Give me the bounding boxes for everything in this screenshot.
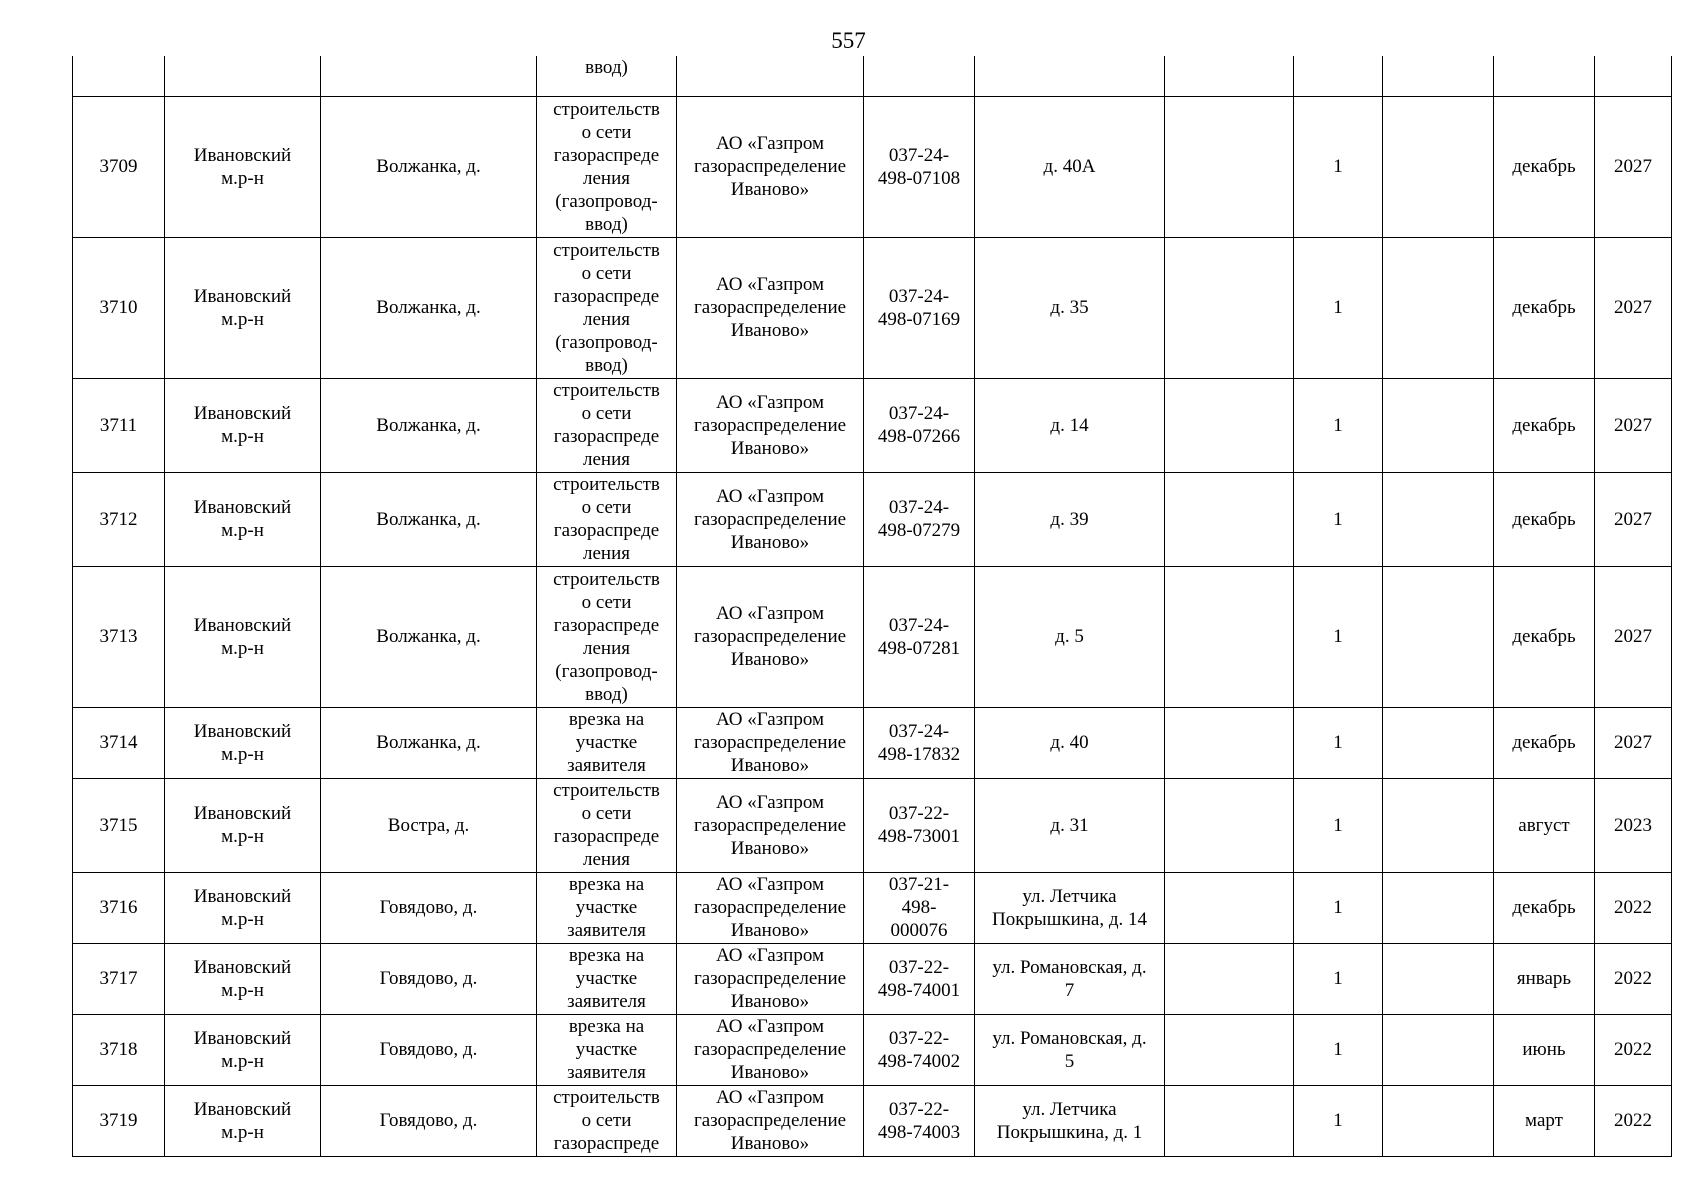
cell-text: Вострa, д.	[387, 814, 470, 836]
cell-qty	[1294, 237, 1383, 378]
cell-code	[864, 96, 975, 237]
cell-text: строительств о сети газораспреде ления (газопровод- ввод)	[553, 239, 660, 376]
cell-num	[73, 566, 165, 707]
cell-text: 1	[1333, 297, 1343, 318]
cell-empty-1	[1165, 1014, 1294, 1085]
cell-empty-1	[1165, 96, 1294, 237]
cell-empty-1	[1165, 943, 1294, 1014]
cell-address	[975, 56, 1165, 96]
cell-empty-1	[1165, 566, 1294, 707]
cell-code	[864, 472, 975, 566]
cell-text: врезка на участке заявителя	[567, 874, 646, 941]
cell-work-type	[537, 1014, 677, 1085]
cell-year	[1595, 566, 1672, 707]
cell-text: Ивановский м.р-н	[193, 285, 292, 330]
cell-org	[677, 378, 864, 472]
cell-num	[73, 472, 165, 566]
cell-text: 037-24- 498-07108	[877, 144, 961, 189]
cell-text: АО «Газпром газораспределение Иваново»	[693, 603, 847, 670]
cell-text: ул. Летчика Покрышкина, д. 14	[991, 885, 1147, 930]
cell-qty	[1294, 707, 1383, 778]
cell-text: 037-24- 498-07169	[877, 285, 961, 330]
cell-work-type	[537, 237, 677, 378]
cell-empty-2	[1383, 1085, 1494, 1156]
cell-text: д. 5	[1055, 626, 1084, 647]
cell-month	[1494, 1014, 1595, 1085]
cell-text: 037-22- 498-73001	[877, 803, 961, 847]
cell-district	[165, 472, 321, 566]
cell-text: декабрь	[1512, 156, 1576, 177]
cell-text: Ивановский м.р-н	[193, 885, 292, 930]
table-row	[73, 237, 1672, 378]
cell-text: 1	[1333, 968, 1343, 989]
cell-year	[1595, 56, 1672, 96]
cell-qty	[1294, 96, 1383, 237]
cell-text: д. 39	[1050, 508, 1089, 530]
cell-year	[1595, 472, 1672, 566]
cell-text: 2027	[1614, 626, 1652, 647]
cell-text: Ивановский м.р-н	[193, 956, 292, 1001]
cell-work-type	[537, 472, 677, 566]
cell-text: 1	[1333, 414, 1343, 436]
cell-qty	[1294, 872, 1383, 943]
cell-text: июнь	[1522, 1039, 1566, 1060]
cell-text: 3710	[99, 297, 138, 318]
cell-text: 2027	[1614, 508, 1652, 530]
cell-num	[73, 872, 165, 943]
cell-text: Говядово, д.	[379, 1039, 478, 1060]
cell-text: 1	[1333, 1110, 1343, 1131]
cell-text: строительств о сети газораспреде ления (газопровод- ввод)	[553, 568, 660, 705]
cell-qty	[1294, 378, 1383, 472]
cell-text: 037-24- 498-07279	[877, 497, 961, 541]
cell-district	[165, 237, 321, 378]
cell-text: Волжанка, д.	[376, 626, 481, 647]
cell-org	[677, 56, 864, 96]
cell-text: Ивановский м.р-н	[193, 1027, 292, 1072]
cell-work-type	[537, 1085, 677, 1156]
cell-code	[864, 1085, 975, 1156]
cell-settlement	[321, 237, 537, 378]
cell-text: ул. Летчика Покрышкина, д. 1	[996, 1098, 1143, 1143]
table-row	[73, 707, 1672, 778]
cell-text: 3711	[99, 414, 138, 436]
cell-district	[165, 378, 321, 472]
cell-text: 3714	[99, 732, 138, 753]
cell-address	[975, 237, 1165, 378]
cell-district	[165, 872, 321, 943]
cell-empty-2	[1383, 237, 1494, 378]
cell-num	[73, 707, 165, 778]
cell-text: д. 31	[1050, 814, 1089, 836]
cell-text: 2022	[1614, 968, 1652, 989]
cell-address	[975, 472, 1165, 566]
cell-month	[1494, 778, 1595, 872]
cell-text: врезка на участке заявителя	[567, 1016, 646, 1083]
cell-text: 2027	[1614, 297, 1652, 318]
cell-address	[975, 707, 1165, 778]
cell-qty	[1294, 943, 1383, 1014]
cell-work-type	[537, 378, 677, 472]
cell-work-type	[537, 56, 677, 96]
cell-district	[165, 1085, 321, 1156]
cell-settlement	[321, 566, 537, 707]
cell-text: 1	[1333, 508, 1343, 530]
table-row	[73, 566, 1672, 707]
cell-text: д. 14	[1050, 414, 1089, 436]
cell-org	[677, 872, 864, 943]
cell-text: Ивановский м.р-н	[193, 803, 292, 847]
cell-year	[1595, 1085, 1672, 1156]
cell-empty-1	[1165, 707, 1294, 778]
cell-num	[73, 1014, 165, 1085]
cell-text: строительств о сети газораспреде ления	[553, 474, 660, 564]
cell-address	[975, 378, 1165, 472]
cell-settlement	[321, 778, 537, 872]
cell-org	[677, 566, 864, 707]
table-row	[73, 472, 1672, 566]
cell-empty-2	[1383, 472, 1494, 566]
cell-year	[1595, 778, 1672, 872]
cell-text: 1	[1333, 626, 1343, 647]
table-row	[73, 943, 1672, 1014]
cell-month	[1494, 943, 1595, 1014]
cell-month	[1494, 96, 1595, 237]
cell-text: АО «Газпром газораспределение Иваново»	[693, 391, 847, 459]
cell-text: ул. Романовская, д. 7	[992, 956, 1147, 1001]
cell-empty-2	[1383, 56, 1494, 96]
cell-year	[1595, 96, 1672, 237]
cell-text: Говядово, д.	[379, 968, 478, 989]
cell-text: 037-24- 498-07266	[877, 403, 961, 447]
cell-address	[975, 96, 1165, 237]
cell-text: д. 40А	[1043, 156, 1096, 177]
cell-empty-2	[1383, 96, 1494, 237]
cell-text: Волжанка, д.	[376, 414, 481, 436]
cell-text: АО «Газпром газораспределение Иваново»	[693, 874, 847, 941]
cell-work-type	[537, 96, 677, 237]
cell-text: 3709	[99, 156, 138, 177]
cell-text: 3716	[99, 897, 138, 918]
cell-num	[73, 237, 165, 378]
cell-settlement	[321, 1014, 537, 1085]
cell-month	[1494, 566, 1595, 707]
table-row	[73, 872, 1672, 943]
cell-year	[1595, 707, 1672, 778]
cell-num	[73, 1085, 165, 1156]
cell-num	[73, 378, 165, 472]
cell-empty-1	[1165, 1085, 1294, 1156]
cell-address	[975, 943, 1165, 1014]
cell-code	[864, 566, 975, 707]
cell-text: АО «Газпром газораспределение Иваново»	[693, 945, 847, 1012]
cell-settlement	[321, 56, 537, 96]
cell-qty	[1294, 56, 1383, 96]
cell-text: Ивановский м.р-н	[193, 144, 292, 189]
cell-month	[1494, 56, 1595, 96]
cell-text: д. 35	[1050, 297, 1089, 318]
cell-address	[975, 1085, 1165, 1156]
cell-empty-2	[1383, 1014, 1494, 1085]
cell-work-type	[537, 707, 677, 778]
cell-address	[975, 872, 1165, 943]
cell-district	[165, 707, 321, 778]
cell-text: Ивановский м.р-н	[193, 1098, 292, 1143]
cell-empty-2	[1383, 378, 1494, 472]
cell-text: АО «Газпром газораспределение Иваново»	[693, 709, 847, 776]
cell-work-type	[537, 566, 677, 707]
cell-code	[864, 872, 975, 943]
cell-month	[1494, 237, 1595, 378]
cell-org	[677, 943, 864, 1014]
cell-text: 1	[1333, 732, 1343, 753]
cell-text: декабрь	[1512, 897, 1576, 918]
gasification-registry-table	[72, 56, 1672, 1157]
cell-month	[1494, 472, 1595, 566]
page-number: 557	[831, 28, 866, 53]
cell-text: 037-24- 498-07281	[877, 614, 961, 659]
cell-text: 1	[1333, 897, 1343, 918]
cell-text: 2027	[1614, 156, 1652, 177]
cell-empty-2	[1383, 566, 1494, 707]
cell-text: строительств о сети газораспреде ления (газопровод- ввод)	[553, 98, 660, 235]
cell-code	[864, 237, 975, 378]
cell-settlement	[321, 707, 537, 778]
cell-qty	[1294, 778, 1383, 872]
cell-settlement	[321, 472, 537, 566]
cell-month	[1494, 707, 1595, 778]
cell-text: АО «Газпром газораспределение Иваново»	[693, 485, 847, 553]
cell-year	[1595, 943, 1672, 1014]
cell-text: врезка на участке заявителя	[567, 709, 646, 776]
cell-text: Ивановский м.р-н	[193, 720, 292, 765]
cell-org	[677, 1085, 864, 1156]
cell-text: декабрь	[1512, 414, 1576, 436]
cell-org	[677, 778, 864, 872]
cell-text: 037-22- 498-74001	[877, 956, 961, 1001]
cell-text: 1	[1333, 1039, 1343, 1060]
cell-text: ввод)	[585, 57, 628, 78]
cell-code	[864, 707, 975, 778]
cell-text: 037-21- 498- 000076	[888, 874, 950, 941]
cell-text: Ивановский м.р-н	[193, 614, 292, 659]
table-body	[73, 56, 1672, 1156]
cell-year	[1595, 237, 1672, 378]
cell-settlement	[321, 96, 537, 237]
cell-text: Говядово, д.	[379, 1110, 478, 1131]
cell-text: 2023	[1614, 814, 1652, 836]
cell-org	[677, 707, 864, 778]
table-row	[73, 96, 1672, 237]
cell-text: АО «Газпром газораспределение Иваново»	[693, 274, 847, 341]
cell-text: 1	[1333, 156, 1343, 177]
cell-text: Волжанка, д.	[376, 732, 481, 753]
table-row	[73, 378, 1672, 472]
cell-month	[1494, 378, 1595, 472]
cell-text: Волжанка, д.	[376, 297, 481, 318]
cell-empty-1	[1165, 378, 1294, 472]
cell-text: строительств о сети газораспреде ления	[553, 780, 660, 870]
cell-text: АО «Газпром газораспределение Иваново»	[693, 1087, 847, 1154]
cell-text: 1	[1333, 814, 1343, 836]
cell-text: декабрь	[1512, 626, 1576, 647]
cell-empty-2	[1383, 943, 1494, 1014]
cell-code	[864, 943, 975, 1014]
cell-year	[1595, 872, 1672, 943]
cell-district	[165, 566, 321, 707]
cell-text: 3712	[99, 508, 138, 530]
cell-text: декабрь	[1512, 508, 1576, 530]
table-row	[73, 1085, 1672, 1156]
cell-district	[165, 778, 321, 872]
cell-org	[677, 472, 864, 566]
cell-year	[1595, 378, 1672, 472]
cell-text: строительств о сети газораспреде ления	[553, 380, 660, 470]
cell-code	[864, 778, 975, 872]
cell-text: ул. Романовская, д. 5	[992, 1027, 1147, 1072]
cell-district	[165, 96, 321, 237]
cell-text: 037-22- 498-74003	[877, 1098, 961, 1143]
cell-text: 037-24- 498-17832	[877, 720, 961, 765]
cell-settlement	[321, 872, 537, 943]
cell-empty-1	[1165, 472, 1294, 566]
cell-text: АО «Газпром газораспределение Иваново»	[693, 133, 847, 200]
cell-org	[677, 96, 864, 237]
cell-text: март	[1525, 1110, 1563, 1131]
cell-text: строительств о сети газораспреде	[553, 1087, 660, 1154]
cell-code	[864, 378, 975, 472]
cell-text: АО «Газпром газораспределение Иваново»	[693, 1016, 847, 1083]
cell-code	[864, 1014, 975, 1085]
cell-address	[975, 1014, 1165, 1085]
cell-num	[73, 778, 165, 872]
cell-num	[73, 943, 165, 1014]
cell-empty-2	[1383, 872, 1494, 943]
cell-empty-1	[1165, 872, 1294, 943]
cell-text: Ивановский м.р-н	[193, 497, 292, 541]
cell-qty	[1294, 472, 1383, 566]
cell-district	[165, 56, 321, 96]
cell-district	[165, 943, 321, 1014]
cell-work-type	[537, 943, 677, 1014]
cell-text: 2027	[1614, 732, 1652, 753]
cell-text: 2022	[1614, 1110, 1652, 1131]
cell-month	[1494, 872, 1595, 943]
cell-text: д. 40	[1050, 732, 1089, 753]
cell-num	[73, 96, 165, 237]
cell-text: Говядово, д.	[379, 897, 478, 918]
cell-code	[864, 56, 975, 96]
cell-address	[975, 778, 1165, 872]
table-row-continuation	[73, 56, 1672, 96]
cell-text: 3718	[99, 1039, 138, 1060]
cell-text: 037-22- 498-74002	[877, 1027, 961, 1072]
cell-text: декабрь	[1512, 297, 1576, 318]
cell-text: Волжанка, д.	[376, 508, 481, 530]
cell-org	[677, 1014, 864, 1085]
cell-month	[1494, 1085, 1595, 1156]
cell-text: 3713	[99, 626, 138, 647]
cell-text: 2027	[1614, 414, 1652, 436]
cell-qty	[1294, 566, 1383, 707]
cell-qty	[1294, 1014, 1383, 1085]
cell-district	[165, 1014, 321, 1085]
cell-text: 2022	[1614, 897, 1652, 918]
cell-empty-1	[1165, 778, 1294, 872]
cell-text: 3715	[99, 814, 138, 836]
cell-text: Волжанка, д.	[376, 156, 481, 177]
cell-settlement	[321, 378, 537, 472]
cell-empty-2	[1383, 707, 1494, 778]
cell-text: 3717	[99, 968, 138, 989]
cell-text: Ивановский м.р-н	[193, 403, 292, 447]
cell-num	[73, 56, 165, 96]
table-row	[73, 778, 1672, 872]
cell-empty-1	[1165, 237, 1294, 378]
cell-year	[1595, 1014, 1672, 1085]
cell-empty-1	[1165, 56, 1294, 96]
cell-empty-2	[1383, 778, 1494, 872]
cell-settlement	[321, 943, 537, 1014]
cell-settlement	[321, 1085, 537, 1156]
cell-text: январь	[1516, 968, 1572, 989]
cell-text: 3719	[99, 1110, 138, 1131]
cell-text: 2022	[1614, 1039, 1652, 1060]
cell-address	[975, 566, 1165, 707]
cell-org	[677, 237, 864, 378]
cell-qty	[1294, 1085, 1383, 1156]
table-row	[73, 1014, 1672, 1085]
cell-text: декабрь	[1512, 732, 1576, 753]
cell-text: август	[1518, 814, 1570, 836]
cell-work-type	[537, 872, 677, 943]
cell-text: врезка на участке заявителя	[567, 945, 646, 1012]
cell-work-type	[537, 778, 677, 872]
cell-text: АО «Газпром газораспределение Иваново»	[693, 791, 847, 859]
